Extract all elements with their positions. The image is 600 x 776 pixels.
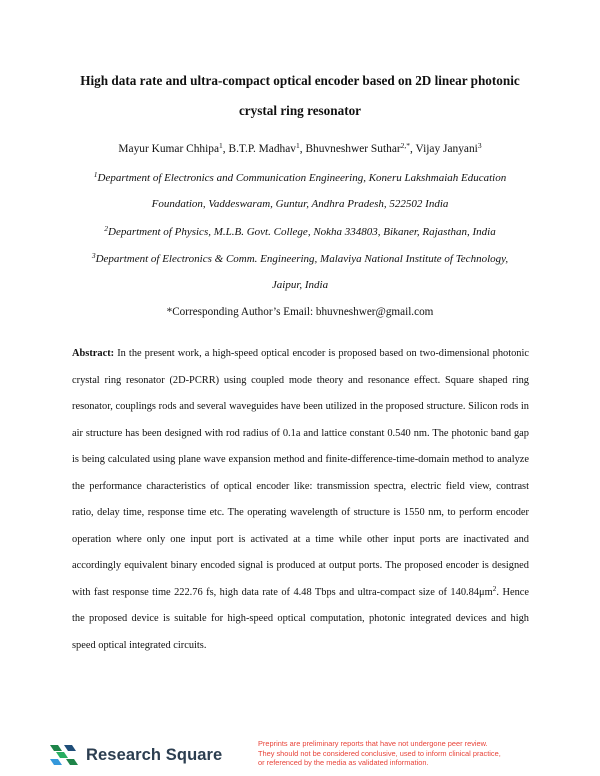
author-mark: 2,* bbox=[400, 141, 411, 150]
notice-line: or referenced by the media as validated information. bbox=[258, 758, 429, 768]
author-separator: , bbox=[222, 143, 229, 155]
notice-line: They should not be considered conclusive, used to inform clinical practice, bbox=[258, 748, 501, 758]
affiliation-mark: 1 bbox=[93, 170, 98, 179]
affiliation-text: Department of Physics, M.L.B. Govt. College, Nokha 334803, Bikaner, Rajasthan, India bbox=[108, 226, 496, 238]
research-square-logo-icon bbox=[50, 743, 78, 767]
author-name: B.T.P. Madhav bbox=[228, 143, 296, 155]
abstract-label: Abstract: bbox=[72, 348, 115, 359]
author-mark: 1 bbox=[219, 141, 223, 150]
author-name: Bhuvneshwer Suthar bbox=[305, 143, 401, 155]
affiliation-mark: 2 bbox=[104, 224, 109, 233]
title-line-1: High data rate and ultra-compact optical encoder based on 2D linear photonic bbox=[80, 73, 520, 88]
research-square-logo[interactable] bbox=[50, 742, 222, 768]
author-mark: 3 bbox=[477, 141, 482, 150]
notice-line: Preprints are preliminary reports that have not undergone peer review. bbox=[258, 739, 488, 748]
abstract-superscript: 2 bbox=[492, 583, 497, 593]
affiliation-2 bbox=[58, 219, 542, 245]
title-line-2: crystal ring resonator bbox=[238, 103, 362, 118]
preprint-footer bbox=[0, 730, 600, 776]
affiliation-3 bbox=[58, 246, 542, 298]
abstract-tail: . Hence the proposed device is suitable for high-speed optical computation, photonic integrated devices and high speed optical integrated circuits. bbox=[72, 586, 530, 651]
affiliation-text: Foundation, Vaddeswaram, Guntur, Andhra Pradesh, 522502 India bbox=[151, 198, 449, 210]
abstract bbox=[72, 341, 529, 659]
author-separator: , bbox=[299, 143, 306, 155]
abstract-body: In the present work, a high-speed optical encoder is proposed based on two-dimensional photonic crystal ring resonator (2D-PCRR) using coupled mode theory and resonance effect. Square shaped ring resonator, couplings rods and several waveguides have been utilized in the proposed structure. Silicon rods in air structure has been designed with rod radius of 0.1a and lattice constant 0.540 nm. The photonic band gap is being calculated using plane wave expansion method and finite-difference-time-domain method to analyze the performance characteristics of optical encoder like: transmission spectra, electric field view, contrast ratio, delay time, response time etc. The operating wavelength of structure is 1550 nm, to perform encoder operation where only one input port is activated at a time while other input ports are inactivated and accordingly equivalent binary encoded signal is produced at output ports. The proposed encoder is designed with fast response time 222.76 fs, high data rate of 4.48 Tbps and ultra-compact size of 140.84μm bbox=[72, 348, 529, 598]
affiliation-mark: 3 bbox=[91, 251, 96, 260]
affiliation-text: Department of Electronics and Communication Engineering, Koneru Lakshmaiah Education bbox=[97, 172, 507, 184]
logo-text: Research Square bbox=[86, 745, 223, 764]
author-separator: , bbox=[410, 143, 416, 155]
author-name: Mayur Kumar Chhipa bbox=[118, 143, 220, 155]
paper-title bbox=[40, 66, 560, 126]
author-name: Vijay Janyani bbox=[415, 143, 478, 155]
author-mark: 1 bbox=[295, 141, 300, 150]
affiliation-text: Jaipur, India bbox=[271, 279, 329, 291]
corresponding-author: *Corresponding Author’s Email: bhuvneshwer@gmail.com bbox=[166, 306, 434, 318]
affiliation-text: Department of Electronics & Comm. Engineering, Malaviya National Institute of Technology, bbox=[95, 253, 509, 265]
author-list bbox=[40, 141, 560, 157]
affiliation-1 bbox=[58, 165, 542, 217]
preprint-notice bbox=[258, 739, 558, 768]
